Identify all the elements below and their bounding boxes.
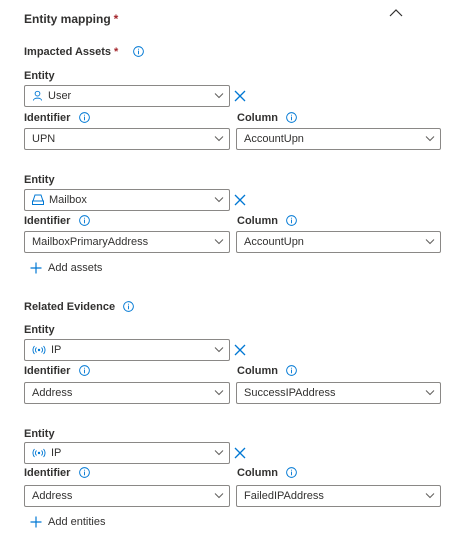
entity-value: IP bbox=[51, 447, 62, 459]
entity-dropdown[interactable] bbox=[24, 85, 230, 107]
remove-entity-button[interactable] bbox=[233, 446, 247, 460]
remove-entity-button[interactable] bbox=[233, 89, 247, 103]
identifier-label: Identifier bbox=[24, 112, 71, 124]
entity-value: Mailbox bbox=[49, 194, 87, 206]
column-value: AccountUpn bbox=[244, 133, 304, 145]
ip-signal-icon bbox=[32, 345, 46, 355]
column-value: SuccessIPAddress bbox=[244, 387, 336, 399]
collapse-button[interactable] bbox=[389, 5, 403, 23]
identifier-label-row bbox=[24, 112, 90, 124]
required-marker: * bbox=[113, 12, 119, 26]
identifier-label-row bbox=[24, 467, 90, 479]
column-dropdown[interactable] bbox=[236, 128, 441, 150]
entity-value: User bbox=[48, 90, 72, 102]
related-evidence-title: Related Evidence bbox=[24, 301, 116, 313]
chevron-down-icon bbox=[214, 196, 224, 203]
column-label: Column bbox=[237, 365, 278, 377]
identifier-dropdown[interactable] bbox=[24, 485, 230, 507]
entity-mapping-heading bbox=[24, 12, 118, 26]
column-label-row bbox=[237, 215, 297, 227]
remove-entity-button[interactable] bbox=[233, 343, 247, 357]
plus-icon bbox=[30, 516, 42, 528]
add-assets-button[interactable] bbox=[30, 262, 102, 274]
info-icon[interactable] bbox=[79, 112, 90, 123]
column-dropdown[interactable] bbox=[236, 231, 441, 253]
identifier-value: Address bbox=[32, 387, 73, 399]
chevron-down-icon bbox=[214, 238, 224, 245]
info-icon[interactable] bbox=[286, 365, 297, 376]
entity-mapping-title: Entity mapping bbox=[24, 12, 111, 26]
plus-icon bbox=[30, 262, 42, 274]
identifier-dropdown[interactable] bbox=[24, 128, 230, 150]
impacted-assets-heading bbox=[24, 46, 144, 58]
identifier-dropdown[interactable] bbox=[24, 231, 230, 253]
info-icon[interactable] bbox=[286, 467, 297, 478]
column-label: Column bbox=[237, 215, 278, 227]
column-label: Column bbox=[237, 467, 278, 479]
chevron-down-icon bbox=[214, 449, 224, 456]
identifier-label: Identifier bbox=[24, 215, 71, 227]
add-entities-label: Add entities bbox=[48, 516, 106, 528]
user-icon bbox=[32, 90, 43, 101]
add-entities-button[interactable] bbox=[30, 516, 105, 528]
identifier-label-row bbox=[24, 365, 90, 377]
ip-signal-icon bbox=[32, 448, 46, 458]
column-label-row bbox=[237, 365, 297, 377]
identifier-label: Identifier bbox=[24, 467, 71, 479]
entity-label: Entity bbox=[24, 70, 55, 82]
identifier-value: MailboxPrimaryAddress bbox=[32, 236, 149, 248]
identifier-label-row bbox=[24, 215, 90, 227]
info-icon[interactable] bbox=[133, 46, 144, 57]
identifier-value: Address bbox=[32, 490, 73, 502]
column-dropdown[interactable] bbox=[236, 485, 441, 507]
chevron-down-icon bbox=[214, 92, 224, 99]
entity-dropdown[interactable] bbox=[24, 189, 230, 211]
entity-dropdown[interactable] bbox=[24, 339, 230, 361]
impacted-assets-title: Impacted Assets bbox=[24, 46, 112, 58]
entity-label: Entity bbox=[24, 174, 55, 186]
mailbox-icon bbox=[32, 194, 44, 205]
info-icon[interactable] bbox=[79, 365, 90, 376]
related-evidence-heading bbox=[24, 301, 134, 313]
column-label: Column bbox=[237, 112, 278, 124]
identifier-label: Identifier bbox=[24, 365, 71, 377]
remove-entity-button[interactable] bbox=[233, 193, 247, 207]
column-label-row bbox=[237, 467, 297, 479]
chevron-down-icon bbox=[214, 135, 224, 142]
chevron-down-icon bbox=[214, 492, 224, 499]
chevron-down-icon bbox=[214, 389, 224, 396]
info-icon[interactable] bbox=[79, 467, 90, 478]
info-icon[interactable] bbox=[286, 112, 297, 123]
required-marker: * bbox=[114, 46, 119, 58]
info-icon[interactable] bbox=[286, 215, 297, 226]
entity-label: Entity bbox=[24, 324, 55, 336]
chevron-up-icon bbox=[389, 8, 403, 18]
entity-label: Entity bbox=[24, 428, 55, 440]
chevron-down-icon bbox=[425, 492, 435, 499]
info-icon[interactable] bbox=[123, 301, 134, 312]
chevron-down-icon bbox=[425, 238, 435, 245]
column-label-row bbox=[237, 112, 297, 124]
entity-value: IP bbox=[51, 344, 62, 356]
add-assets-label: Add assets bbox=[48, 262, 103, 274]
info-icon[interactable] bbox=[79, 215, 90, 226]
column-dropdown[interactable] bbox=[236, 382, 441, 404]
chevron-down-icon bbox=[425, 389, 435, 396]
column-value: AccountUpn bbox=[244, 236, 304, 248]
identifier-dropdown[interactable] bbox=[24, 382, 230, 404]
chevron-down-icon bbox=[214, 346, 224, 353]
chevron-down-icon bbox=[425, 135, 435, 142]
column-value: FailedIPAddress bbox=[244, 490, 324, 502]
entity-dropdown[interactable] bbox=[24, 442, 230, 464]
identifier-value: UPN bbox=[32, 133, 56, 145]
